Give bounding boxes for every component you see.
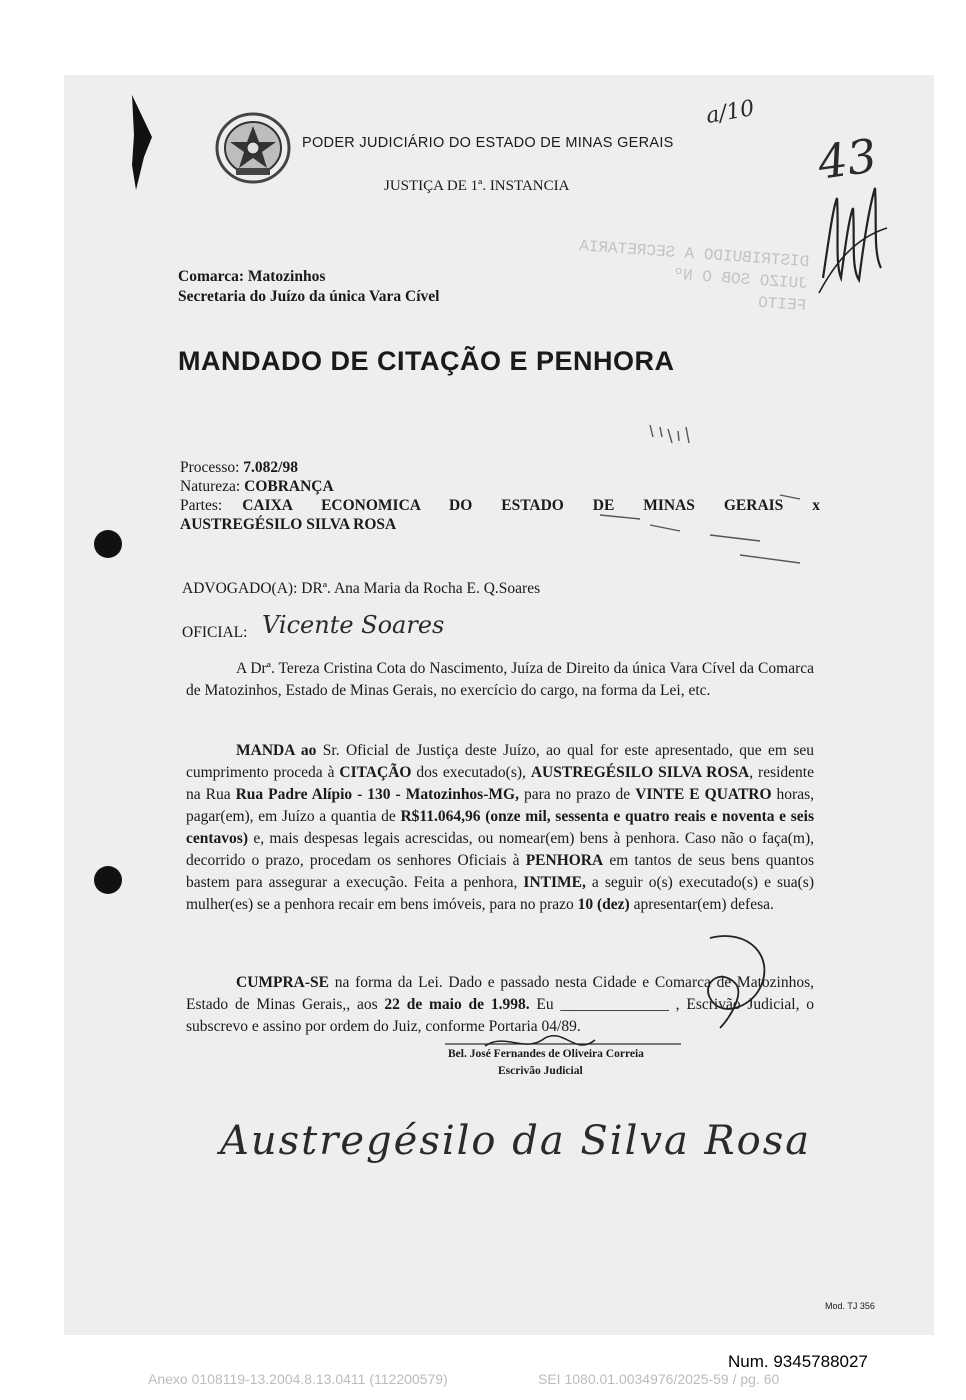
punch-hole-top xyxy=(94,530,122,558)
faded-distribution-stamp: DISTRIBUIDO A SECRETARIA JUIZO SOB O Nº FEITO xyxy=(578,237,810,316)
advogado-line: ADVOGADO(A): DRª. Ana Maria da Rocha E. Q.Soares xyxy=(182,580,541,597)
handwritten-receipt-name: Austregésilo da Silva Rosa xyxy=(220,1118,812,1164)
institution-heading: PODER JUDICIÁRIO DO ESTADO DE MINAS GERAIS xyxy=(302,135,674,151)
intro-paragraph: A Drª. Tereza Cristina Cota do Nascimento, Juíza de Direito da única Vara Cível da Comarca de Matozinhos, Estado de Minas Gerais, no exercício do cargo, na forma da Lei, etc. xyxy=(186,660,814,699)
manda-paragraph: MANDA ao Sr. Oficial de Justiça deste Juízo, ao qual for este apresentado, que em seu cumprimento proceda à CITAÇÃO dos executado(s), AUSTREGÉSILO SILVA ROSA, residente na Rua Rua Padre Alípio - 130 - Matozinhos-MG, para no prazo de VINTE E QUATRO horas, pagar(em), em Juízo a quantia de R$11.064,96 (onze mil, sessenta e quatro reais e noventa e seis centavos) e, mais despesas legais acrescidas, ou nomear(em) bens à penhora. Caso não o faça(m), decorrido o prazo, procedam os senhores Oficiais à PENHORA em tantos de seus bens quantos bastem para assegurar a execução. Feita a penhora, INTIME, a seguir o(s) executado(s) e sua(s) mulher(es) se a penhora recair em bens imóveis, para no prazo 10 (dez) apresentar(em) defesa. xyxy=(186,742,814,913)
signatory-name: Bel. José Fernandes de Oliveira Correia xyxy=(448,1048,644,1060)
annex-reference: Anexo 0108119-13.2004.8.13.0411 (112200579) xyxy=(148,1371,448,1387)
cumpra-paragraph: CUMPRA-SE na forma da Lei. Dado e passado nesta Cidade e Comarca de Matozinhos, Estado de Minas Gerais,, aos 22 de maio de 1.998. Eu ______________ , Escrivão Judicial, o subscrevo e assino por ordem do Juiz, conforme Portaria 04/89. xyxy=(186,974,815,1035)
case-details xyxy=(180,458,820,534)
oficial-label: OFICIAL: xyxy=(182,624,248,641)
oficial-signature: Vicente Soares xyxy=(262,611,445,639)
processo-line: Processo: 7.082/98 xyxy=(180,459,298,476)
punch-hole-bottom xyxy=(94,866,122,894)
scan-edge-mark xyxy=(122,95,162,195)
handwritten-page-number: 43 xyxy=(814,128,881,190)
partes-defendant: AUSTREGÉSILO SILVA ROSA xyxy=(180,516,397,533)
form-code: Mod. TJ 356 xyxy=(825,1301,875,1311)
signatory-role: Escrivão Judicial xyxy=(498,1065,583,1077)
court-level: JUSTIÇA DE 1ª. INSTANCIA xyxy=(384,178,570,194)
sei-reference: SEI 1080.01.0034976/2025-59 / pg. 60 xyxy=(538,1371,780,1387)
secretaria-line: Secretaria do Juízo da única Vara Cível xyxy=(178,288,440,305)
natureza-line: Natureza: COBRANÇA xyxy=(180,478,334,495)
judge-signature xyxy=(690,928,780,1038)
coat-of-arms-icon xyxy=(212,110,294,186)
handwritten-initials-signature xyxy=(815,168,895,298)
document-number: Num. 9345788027 xyxy=(728,1352,868,1371)
partes-line: Partes: CAIXA ECONOMICA DO ESTADO DE MINAS GERAIS x xyxy=(180,497,820,514)
comarca-line: Comarca: Matozinhos xyxy=(178,268,326,285)
document-title: MANDADO DE CITAÇÃO E PENHORA xyxy=(178,346,675,376)
handwritten-folio-mark: a/10 xyxy=(704,95,757,130)
comarca-block xyxy=(178,267,440,307)
